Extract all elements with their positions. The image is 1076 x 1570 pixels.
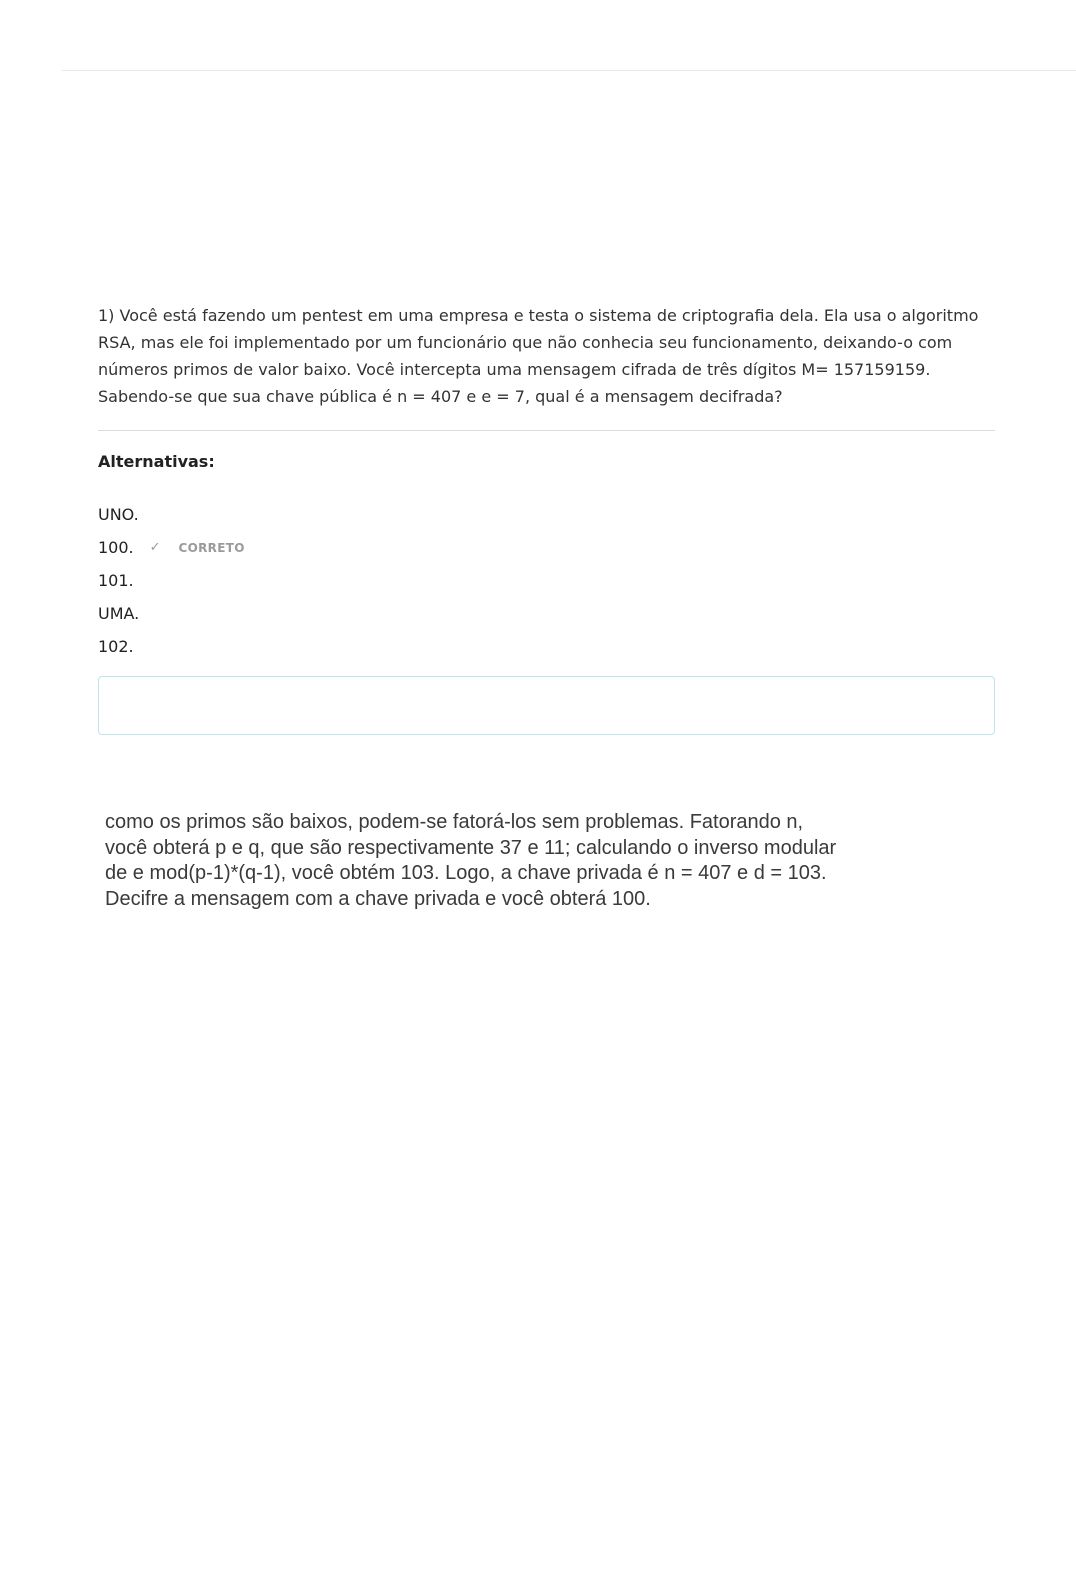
alternative-label: UNO. (98, 505, 139, 524)
correct-badge: CORRETO (178, 540, 245, 555)
alternative-item[interactable] (98, 630, 245, 663)
alternative-item[interactable] (98, 597, 245, 630)
alternative-label: UMA. (98, 604, 140, 623)
check-icon: ✓ (149, 540, 161, 555)
alternative-label: 102. (98, 637, 134, 656)
question-text: 1) Você está fazendo um pentest em uma empresa e testa o sistema de criptografia dela. Ela usa o algoritmo RSA, mas ele foi implementado por um funcionário que não conhecia seu funcionamento, deixando-o com números primos de valor baixo. Você intercepta uma mensagem cifrada de três dígitos M= 157159159. Sabendo-se que sua chave pública é n = 407 e e = 7, qual é a mensagem decifrada? (98, 306, 979, 406)
explanation-text: como os primos são baixos, podem-se fatorá-los sem problemas. Fatorando n, você obterá p e q, que são respectivamente 37 e 11; calculando o inverso modular de e mod(p-1)*(q-1), você obtém 103. Logo, a chave privada é n = 407 e d = 103. Decifre a mensagem com a chave privada e você obterá 100. (105, 811, 837, 910)
alternative-item[interactable] (98, 498, 245, 531)
alternative-item-correct[interactable] (98, 531, 245, 564)
alternative-label: 100. (98, 538, 134, 557)
alternatives-list (98, 498, 245, 663)
alternative-label: 101. (98, 571, 134, 590)
alternative-item[interactable] (98, 564, 245, 597)
answer-box[interactable] (98, 676, 995, 735)
header-divider (62, 70, 1076, 71)
question-divider (98, 430, 995, 431)
alternatives-heading: Alternativas: (98, 452, 215, 471)
